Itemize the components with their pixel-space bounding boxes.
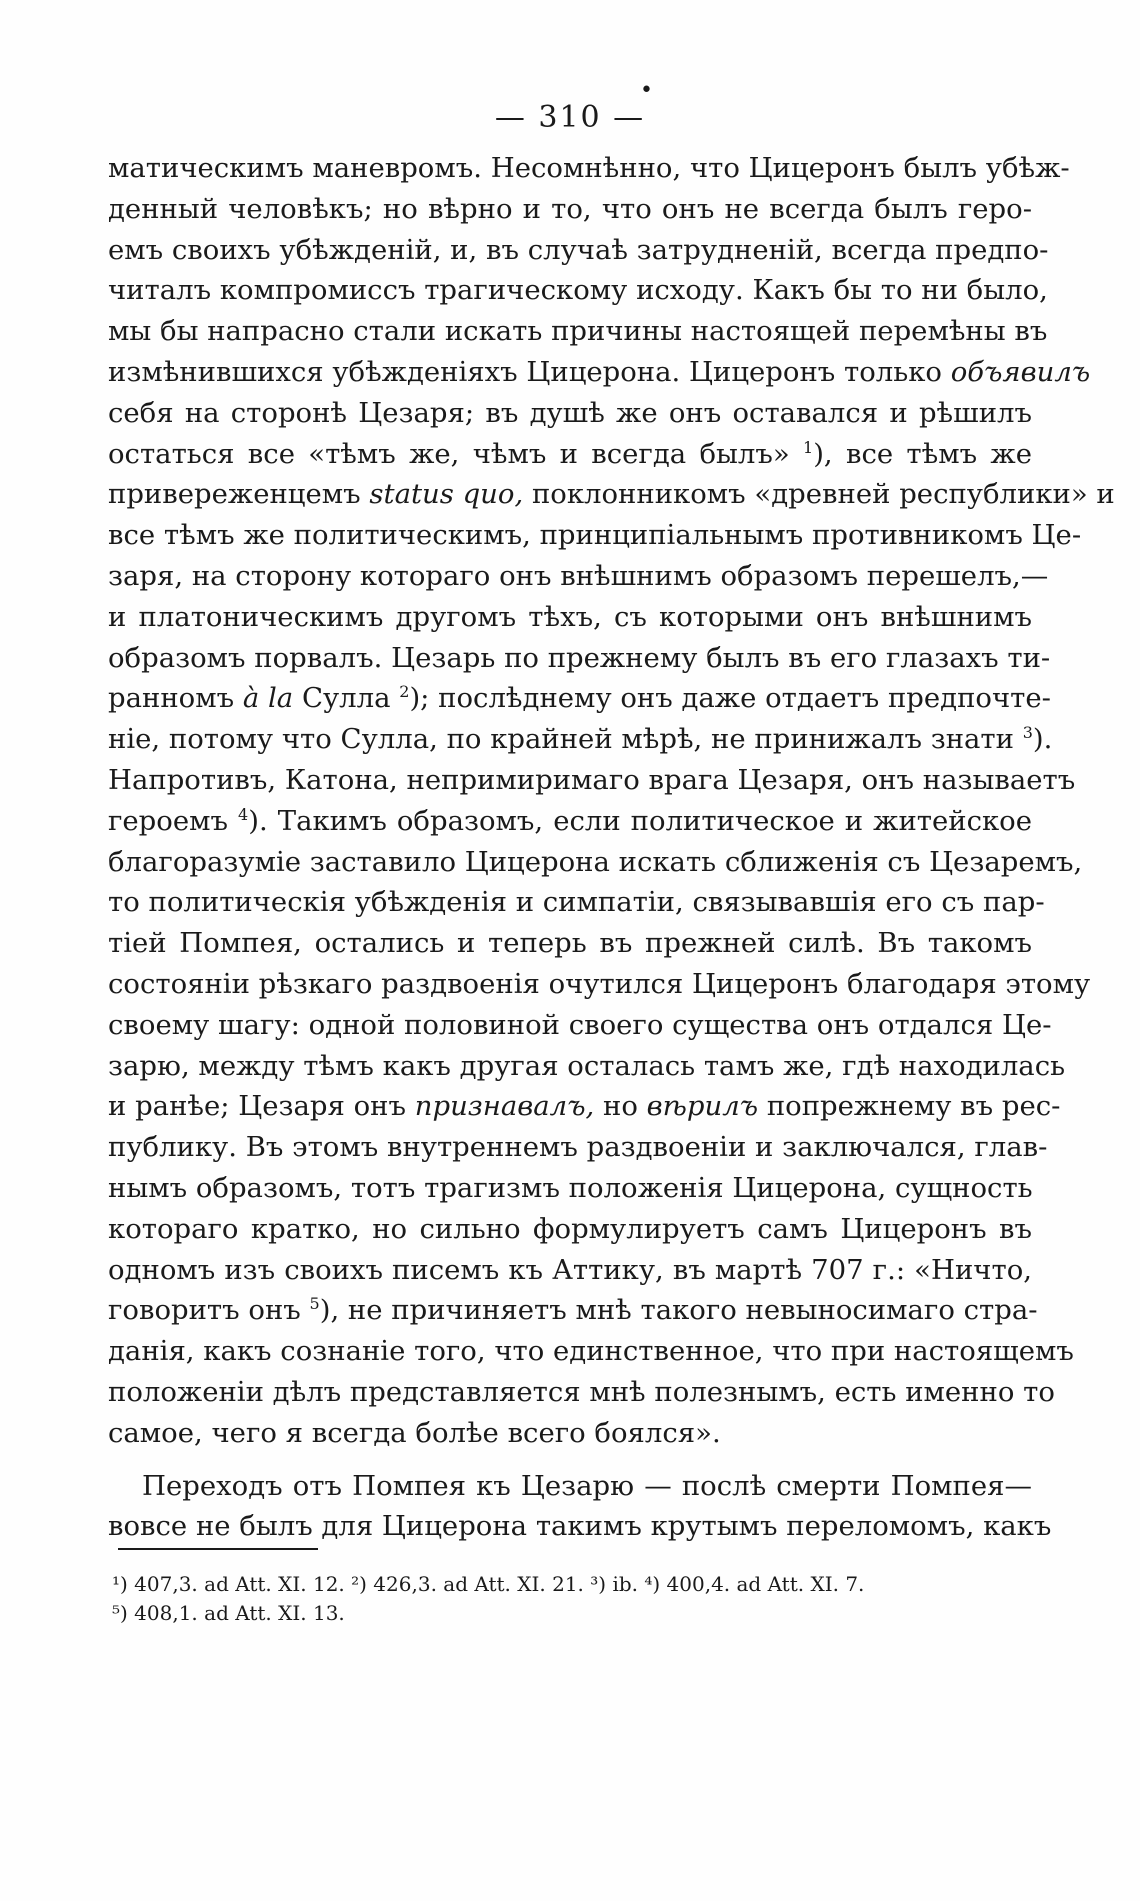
text-line: читалъ компромиссъ трагическому исходу. Какъ бы то ни было, <box>108 274 1048 307</box>
footnote-ref: 1 <box>803 437 814 457</box>
text-line: мы бы напрасно стали искать причины настоящей перемѣны въ <box>108 315 1048 348</box>
text-span: ). <box>1032 723 1053 756</box>
text-line: нымъ образомъ, тотъ трагизмъ положенія Цицерона, сущность <box>108 1171 1033 1204</box>
text-span: остаться все «тѣмъ же, чѣмъ и всегда былъ» <box>108 437 790 470</box>
text-line: Напротивъ, Катона, непримиримаго врага Цезаря, онъ называетъ <box>108 763 1076 796</box>
text-line <box>108 1086 1061 1127</box>
text-line <box>108 678 1051 719</box>
text-span: ), все тѣмъ же <box>813 437 1032 470</box>
text-line: состояніи рѣзкаго раздвоенія очутился Цицеронъ благодаря этому <box>108 967 1091 1000</box>
text-span: попрежнему въ рес- <box>766 1090 1061 1123</box>
text-line: то политическія убѣжденія и симпатіи, связывавшія его съ пар- <box>108 886 1045 919</box>
text-line: самое, чего я всегда болѣе всего боялся». <box>108 1416 721 1449</box>
footnote-ref: 4 <box>238 804 249 824</box>
text-line: образомъ порвалъ. Цезарь по прежнему былъ въ его глазахъ ти- <box>108 641 1051 674</box>
text-line: денный человѣкъ; но вѣрно и то, что онъ не всегда былъ геро- <box>108 192 1032 225</box>
text-line: данія, какъ сознаніе того, что единственное, что при настоящемъ <box>108 1335 1074 1368</box>
page-number: — 310 — <box>494 100 646 135</box>
footnote-line: ¹) 407,3. ad Att. XI. 12. ²) 426,3. ad Att. XI. 21. ³) ib. ⁴) 400,4. ad Att. XI. 7. <box>112 1572 865 1596</box>
text-line: положеніи дѣлъ представляется мнѣ полезнымъ, есть именно то <box>108 1375 1055 1408</box>
text-line: тіей Помпея, остались и теперь въ прежней силѣ. Въ такомъ <box>108 927 1032 960</box>
footnote-ref: 2 <box>399 682 410 702</box>
text-line <box>108 434 1032 475</box>
text-line <box>108 801 1032 842</box>
text-line: себя на сторонѣ Цезаря; въ душѣ же онъ оставался и рѣшилъ <box>108 396 1032 429</box>
italic-word: объявилъ <box>950 355 1091 388</box>
text-line: все тѣмъ же политическимъ, принципіальнымъ противникомъ Це- <box>108 519 1082 552</box>
text-span: и ранѣе; Цезаря онъ <box>108 1090 406 1123</box>
italic-word: признавалъ, <box>414 1090 595 1123</box>
text-line: матическимъ маневромъ. Несомнѣнно, что Цицеронъ былъ убѣж- <box>108 152 1070 184</box>
text-line: емъ своихъ убѣжденій, и, въ случаѣ затрудненій, всегда предпо- <box>108 233 1049 266</box>
stray-mark: • <box>640 78 653 103</box>
text-span: но <box>603 1090 638 1123</box>
text-span: ); послѣднему онъ даже отдаетъ предпочте- <box>409 682 1051 715</box>
text-line: вовсе не былъ для Цицерона такимъ крутымъ переломомъ, какъ <box>108 1510 1052 1543</box>
text-line: своему шагу: одной половиной своего существа онъ отдался Це- <box>108 1008 1052 1041</box>
footnote-ref: 5 <box>309 1294 320 1314</box>
text-span: героемъ <box>108 804 229 837</box>
italic-word: вѣрилъ <box>646 1090 759 1123</box>
text-line: и платоническимъ другомъ тѣхъ, съ которыми онъ внѣшнимъ <box>108 600 1032 633</box>
text-span: ніе, потому что Сулла, по крайней мѣрѣ, не принижалъ знати <box>108 723 1014 756</box>
text-line <box>108 474 1115 515</box>
text-line: благоразуміе заставило Цицерона искать сближенія съ Цезаремъ, <box>108 845 1083 878</box>
italic-word: status quo, <box>369 478 524 511</box>
footnote-rule <box>118 1548 318 1550</box>
footnote-line: ⁵) 408,1. ad Att. XI. 13. <box>112 1601 345 1625</box>
text-line: заря, на сторону котораго онъ внѣшнимъ образомъ перешелъ,— <box>108 559 1049 592</box>
text-span: привереженцемъ <box>108 478 361 511</box>
text-span: ), не причиняетъ мнѣ такого невыносимаго стра- <box>319 1294 1038 1327</box>
text-span: поклонникомъ «древней республики» и <box>531 478 1115 511</box>
text-line <box>108 352 1091 393</box>
text-span: ранномъ <box>108 682 235 715</box>
text-line: Переходъ отъ Помпея къ Цезарю — послѣ смерти Помпея— <box>142 1469 1032 1502</box>
footnotes <box>112 1570 1032 1628</box>
text-span: ). Такимъ образомъ, если политическое и житейское <box>248 804 1033 837</box>
paragraph-gap <box>108 1454 1032 1466</box>
text-span: измѣнившихся убѣжденіяхъ Цицерона. Цицеронъ только <box>108 355 942 388</box>
text-line <box>108 1290 1038 1331</box>
text-line: одномъ изъ своихъ писемъ къ Аттику, въ мартѣ 707 г.: «Ничто, <box>108 1253 1032 1286</box>
text-span: говоритъ онъ <box>108 1294 301 1327</box>
text-line: котораго кратко, но сильно формулируетъ самъ Цицеронъ въ <box>108 1212 1032 1245</box>
text-span: Сулла <box>301 682 391 715</box>
text-line: зарю, между тѣмъ какъ другая осталась тамъ же, гдѣ находилась <box>108 1049 1066 1082</box>
text-line: публику. Въ этомъ внутреннемъ раздвоеніи и заключался, глав- <box>108 1131 1048 1164</box>
italic-word: à la <box>242 682 294 715</box>
footnote-ref: 3 <box>1022 723 1033 742</box>
main-text <box>108 148 1115 1547</box>
text-line <box>108 719 1053 760</box>
